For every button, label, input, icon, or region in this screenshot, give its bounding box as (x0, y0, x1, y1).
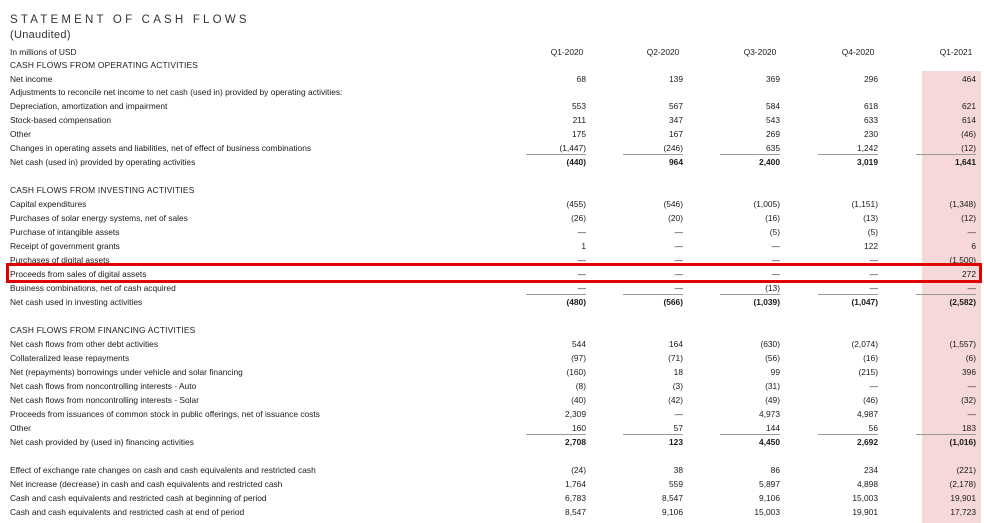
highlight-box (6, 263, 982, 283)
table-row (0, 393, 984, 407)
table-row (0, 505, 984, 519)
cell-value: 56 (868, 423, 878, 433)
subtotal-rule (526, 434, 586, 435)
table-row (0, 141, 984, 155)
cell-value: — (674, 269, 683, 279)
cell-value: 1 (581, 241, 586, 251)
cell-value: 68 (576, 74, 586, 84)
cell-value: (12) (961, 143, 976, 153)
cell-value: 1,641 (955, 157, 976, 167)
table-row (0, 85, 984, 99)
cell-value: (1,047) (851, 297, 878, 307)
cell-value: 8,547 (662, 493, 683, 503)
cell-value: 584 (766, 101, 780, 111)
cell-value: 272 (962, 269, 976, 279)
cell-value: 19,901 (852, 507, 878, 517)
cell-value: 396 (962, 367, 976, 377)
period-header: Q1-2021 (939, 47, 973, 57)
section-heading-row (0, 58, 984, 72)
cell-value: 234 (864, 465, 878, 475)
cell-value: (5) (769, 227, 780, 237)
row-label: Capital expenditures (10, 199, 87, 209)
section-heading-row (0, 323, 984, 337)
cell-value: (5) (867, 227, 878, 237)
cell-value: 144 (766, 423, 780, 433)
cell-value: (13) (863, 213, 878, 223)
column-header-row (0, 45, 984, 59)
cell-value: (2,074) (851, 339, 878, 349)
subtotal-rule (623, 434, 683, 435)
cell-value: — (869, 269, 878, 279)
subtotal-rule (818, 294, 878, 295)
statement-subtitle: (Unaudited) (10, 29, 71, 41)
cell-value: (1,500) (949, 255, 976, 265)
cell-value: (1,557) (949, 339, 976, 349)
row-label: Net income (10, 74, 53, 84)
cell-value: (1,005) (753, 199, 780, 209)
subtotal-rule (720, 294, 780, 295)
row-label: Depreciation, amortization and impairment (10, 101, 168, 111)
table-row (0, 463, 984, 477)
cell-value: 614 (962, 115, 976, 125)
cell-value: 15,003 (852, 493, 878, 503)
row-label: Net cash flows from noncontrolling interests - Solar (10, 395, 199, 405)
cell-value: — (577, 227, 586, 237)
cell-value: 4,898 (857, 479, 878, 489)
cell-value: 167 (669, 129, 683, 139)
cell-value: (566) (663, 297, 683, 307)
subtotal-rule (720, 154, 780, 155)
cell-value: (546) (663, 199, 683, 209)
subtotal-rule (916, 294, 976, 295)
subtotal-row (0, 295, 984, 309)
cell-value: 464 (962, 74, 976, 84)
cell-value: 618 (864, 101, 878, 111)
row-label: Net increase (decrease) in cash and cash equivalents and restricted cash (10, 479, 283, 489)
cell-value: 5,897 (759, 479, 780, 489)
row-label: Effect of exchange rate changes on cash and cash equivalents and restricted cash (10, 465, 316, 475)
table-row (0, 72, 984, 86)
cell-value: 139 (669, 74, 683, 84)
cell-value: (46) (961, 129, 976, 139)
table-row (0, 113, 984, 127)
row-label: Stock-based compensation (10, 115, 112, 125)
cell-value: 964 (669, 157, 683, 167)
subtotal-rule (720, 434, 780, 435)
cell-value: 9,106 (662, 507, 683, 517)
cell-value: 269 (766, 129, 780, 139)
cell-value: (480) (566, 297, 586, 307)
row-label: Purchases of solar energy systems, net of sales (10, 213, 188, 223)
cell-value: (97) (571, 353, 586, 363)
cell-value: 1,242 (857, 143, 878, 153)
table-row (0, 379, 984, 393)
period-header: Q3-2020 (743, 47, 777, 57)
cell-value: 2,708 (565, 437, 586, 447)
cell-value: 633 (864, 115, 878, 125)
cell-value: 99 (770, 367, 780, 377)
cell-value: 4,987 (857, 409, 878, 419)
table-row (0, 477, 984, 491)
cell-value: 3,019 (857, 157, 878, 167)
cell-value: (16) (765, 213, 780, 223)
cell-value: — (674, 241, 683, 251)
subtotal-rule (916, 154, 976, 155)
cell-value: 4,450 (759, 437, 780, 447)
cell-value: 347 (669, 115, 683, 125)
cell-value: — (967, 381, 976, 391)
table-row (0, 337, 984, 351)
table-row (0, 225, 984, 239)
cell-value: (440) (566, 157, 586, 167)
cell-value: (215) (858, 367, 878, 377)
subtotal-rule (818, 154, 878, 155)
section-heading-row (0, 183, 984, 197)
cell-value: (1,447) (559, 143, 586, 153)
cell-value: — (771, 269, 780, 279)
row-label: Receipt of government grants (10, 241, 120, 251)
cell-value: (160) (566, 367, 586, 377)
row-label: Other (10, 423, 31, 433)
cell-value: 57 (673, 423, 683, 433)
table-row (0, 127, 984, 141)
row-label: Net (repayments) borrowings under vehicle and solar financing (10, 367, 243, 377)
cell-value: 2,400 (759, 157, 780, 167)
statement-title: STATEMENT OF CASH FLOWS (10, 14, 250, 26)
row-label: Other (10, 129, 31, 139)
subtotal-row (0, 155, 984, 169)
period-header: Q1-2020 (550, 47, 584, 57)
cell-value: 211 (572, 115, 586, 125)
table-row (0, 281, 984, 295)
cell-value: — (967, 409, 976, 419)
cell-value: (2,582) (949, 297, 976, 307)
cell-value: — (771, 255, 780, 265)
cell-value: — (674, 409, 683, 419)
row-label: Net cash used in investing activities (10, 297, 143, 307)
cell-value: 18 (673, 367, 683, 377)
row-label: Adjustments to reconcile net income to net cash (used in) provided by operating activities: (10, 87, 343, 97)
cell-value: 175 (572, 129, 586, 139)
cell-value: (26) (571, 213, 586, 223)
cell-value: (56) (765, 353, 780, 363)
cell-value: (1,151) (851, 199, 878, 209)
cell-value: — (577, 283, 586, 293)
cell-value: (13) (765, 283, 780, 293)
cell-value: 9,106 (759, 493, 780, 503)
cell-value: (1,016) (949, 437, 976, 447)
cell-value: (20) (668, 213, 683, 223)
cell-value: 86 (770, 465, 780, 475)
cell-value: (42) (668, 395, 683, 405)
row-label: Proceeds from sales of digital assets (10, 269, 147, 279)
table-row (0, 351, 984, 365)
cell-value: 543 (766, 115, 780, 125)
table-row (0, 421, 984, 435)
cell-value: 559 (669, 479, 683, 489)
row-label: Net cash flows from noncontrolling interests - Auto (10, 381, 197, 391)
row-label: Business combinations, net of cash acquired (10, 283, 176, 293)
cell-value: 544 (572, 339, 586, 349)
subtotal-rule (526, 154, 586, 155)
cell-value: 6 (971, 241, 976, 251)
cell-value: (1,039) (753, 297, 780, 307)
cell-value: — (869, 283, 878, 293)
cell-value: 123 (669, 437, 683, 447)
cell-value: (31) (765, 381, 780, 391)
cell-value: (32) (961, 395, 976, 405)
subtotal-rule (623, 294, 683, 295)
cell-value: — (869, 381, 878, 391)
row-label: CASH FLOWS FROM OPERATING ACTIVITIES (10, 60, 199, 70)
cell-value: (1,348) (949, 199, 976, 209)
cell-value: 2,692 (857, 437, 878, 447)
row-label: Changes in operating assets and liabilities, net of effect of business combinations (10, 143, 312, 153)
cell-value: 553 (572, 101, 586, 111)
row-label: Cash and cash equivalents and restricted cash at end of period (10, 507, 245, 517)
table-row (0, 365, 984, 379)
cell-value: 164 (669, 339, 683, 349)
cell-value: 296 (864, 74, 878, 84)
row-label: CASH FLOWS FROM INVESTING ACTIVITIES (10, 185, 195, 195)
units-label: In millions of USD (10, 47, 77, 57)
cell-value: — (771, 241, 780, 251)
cell-value: (8) (575, 381, 586, 391)
cell-value: 635 (766, 143, 780, 153)
row-label: Proceeds from issuances of common stock in public offerings, net of issuance costs (10, 409, 320, 419)
row-label: CASH FLOWS FROM FINANCING ACTIVITIES (10, 325, 196, 335)
row-label: Net cash (used in) provided by operating activities (10, 157, 196, 167)
cell-value: (3) (672, 381, 683, 391)
cell-value: 15,003 (754, 507, 780, 517)
cell-value: — (967, 283, 976, 293)
table-row (0, 211, 984, 225)
row-label: Collateralized lease repayments (10, 353, 130, 363)
row-label: Purchases of digital assets (10, 255, 110, 265)
table-row (0, 491, 984, 505)
cell-value: 230 (864, 129, 878, 139)
cell-value: (46) (863, 395, 878, 405)
cell-value: 17,723 (950, 507, 976, 517)
period-header: Q4-2020 (841, 47, 875, 57)
cell-value: (24) (571, 465, 586, 475)
cell-value: 160 (572, 423, 586, 433)
cell-value: 8,547 (565, 507, 586, 517)
cell-value: (2,178) (949, 479, 976, 489)
cell-value: 567 (669, 101, 683, 111)
cell-value: (221) (956, 465, 976, 475)
row-label: Net cash flows from other debt activities (10, 339, 159, 349)
cell-value: — (577, 269, 586, 279)
cell-value: — (674, 227, 683, 237)
cell-value: 38 (673, 465, 683, 475)
cell-value: — (967, 227, 976, 237)
cell-value: — (674, 255, 683, 265)
row-label: Purchase of intangible assets (10, 227, 120, 237)
cell-value: (455) (566, 199, 586, 209)
cell-value: 6,783 (565, 493, 586, 503)
cell-value: — (674, 283, 683, 293)
period-header: Q2-2020 (646, 47, 680, 57)
cell-value: (71) (668, 353, 683, 363)
cell-value: 4,973 (759, 409, 780, 419)
subtotal-rule (916, 434, 976, 435)
row-label: Cash and cash equivalents and restricted cash at beginning of period (10, 493, 267, 503)
cell-value: (49) (765, 395, 780, 405)
table-row (0, 197, 984, 211)
cell-value: (630) (760, 339, 780, 349)
cell-value: 19,901 (950, 493, 976, 503)
cell-value: 621 (962, 101, 976, 111)
table-row (0, 99, 984, 113)
subtotal-rule (818, 434, 878, 435)
cell-value: (6) (965, 353, 976, 363)
cell-value: — (577, 255, 586, 265)
cell-value: 183 (962, 423, 976, 433)
subtotal-rule (526, 294, 586, 295)
cell-value: (12) (961, 213, 976, 223)
subtotal-rule (623, 154, 683, 155)
cell-value: 369 (766, 74, 780, 84)
cell-value: — (869, 255, 878, 265)
table-row (0, 239, 984, 253)
cell-value: 2,309 (565, 409, 586, 419)
row-label: Net cash provided by (used in) financing activities (10, 437, 194, 447)
table-row (0, 407, 984, 421)
cell-value: (40) (571, 395, 586, 405)
subtotal-row (0, 435, 984, 449)
cell-value: 122 (864, 241, 878, 251)
cell-value: (16) (863, 353, 878, 363)
cell-value: 1,764 (565, 479, 586, 489)
cell-value: (246) (663, 143, 683, 153)
